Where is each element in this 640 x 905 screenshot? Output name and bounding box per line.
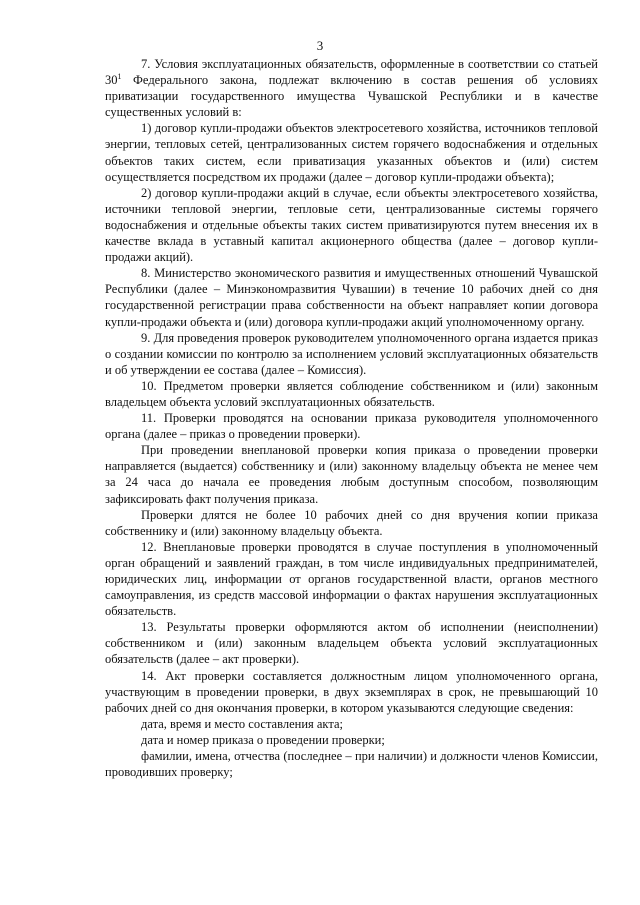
paragraph-10: 10. Предметом проверки является соблюдение собственником и (или) законным владельцем объекта условий эксплуатационных обязательств. [105,378,598,409]
paragraph-14-item-date-time-place: дата, время и место составления акта; [141,716,343,731]
paragraph-11-unscheduled-check: При проведении внеплановой проверки копия приказа о проведении проверки направляется (выдается) собственнику и (или) законному владельцу объекта не менее чем за 24 часа до начала ее проведения любым доступным способом, позволяющим зафиксировать факт получения приказа. [105,443,598,506]
paragraph-9: 9. Для проведения проверок руководителем уполномоченного органа издается приказ о создании комиссии по контролю за исполнением условий эксплуатационных обязательств и об утверждении ее состава (далее – Комиссия). [105,330,598,377]
paragraph-7: 7. Условия эксплуатационных обязательств, оформленные в соответствии со статьей $30^1$ Федерального закона, подлежат включению в состав решения об условиях приватизации государственного имущества Чувашской Республики и в качестве существенных условий в: [105,57,598,120]
paragraph-13: 13. Результаты проверки оформляются актом об исполнении (неисполнении) собственником и (или) законным владельцем объекта условий эксплуатационных обязательств (далее – акт проверки). [105,620,598,667]
paragraph-14-item-commission-members: фамилии, имена, отчества (последнее – при наличии) и должности членов Комиссии, проводивших проверку; [105,749,598,780]
document-body [105,56,598,780]
paragraph-11-duration: Проверки длятся не более 10 рабочих дней со дня вручения копии приказа собственнику и (или) законному владельцу объекта. [105,507,598,538]
page-number: 3 [316,38,324,53]
paragraph-11: 11. Проверки проводятся на основании приказа руководителя уполномоченного органа (далее – приказ о проведении проверки). [105,411,598,442]
paragraph-8: 8. Министерство экономического развития и имущественных отношений Чувашской Республики (далее – Минэкономразвития Чувашии) в течение 10 рабочих дней со дня государственной регистрации права собственности на объект направляет копии договора купли-продажи объекта и (или) договора купли-продажи акций уполномоченному органу. [105,266,598,329]
paragraph-14-item-order: дата и номер приказа о проведении проверки; [141,732,385,747]
paragraph-14: 14. Акт проверки составляется должностным лицом уполномоченного органа, участвующим в проведении проверки, в двух экземплярах в срок, не превышающий 10 рабочих дней со дня окончания проверки, в котором указываются следующие сведения: [105,668,598,715]
paragraph-7-item-1: 1) договор купли-продажи объектов электросетевого хозяйства, источников тепловой энергии, тепловых сетей, централизованных систем горячего водоснабжения и отдельных объектов таких систем, если приватизация указанных объектов и (или) систем осуществляется посредством их продажи (далее – договор купли-продажи объекта); [105,121,598,184]
footnote-superscript: 1 [117,71,122,81]
paragraph-7-item-2: 2) договор купли-продажи акций в случае, если объекты электросетевого хозяйства, источники тепловой энергии, тепловые сети, централизованные системы горячего водоснабжения и отдельные объекты таких систем приватизируются путем внесения их в качестве вклада в уставный капитал акционерного общества (далее – договор купли-продажи акций). [105,185,598,265]
paragraph-12: 12. Внеплановые проверки проводятся в случае поступления в уполномоченный орган обращений и заявлений граждан, в том числе индивидуальных предпринимателей, юридических лиц, информации от органов государственной власти, органов местного самоуправления, из средств массовой информации о фактах нарушения эксплуатационных обязательств. [105,539,598,619]
